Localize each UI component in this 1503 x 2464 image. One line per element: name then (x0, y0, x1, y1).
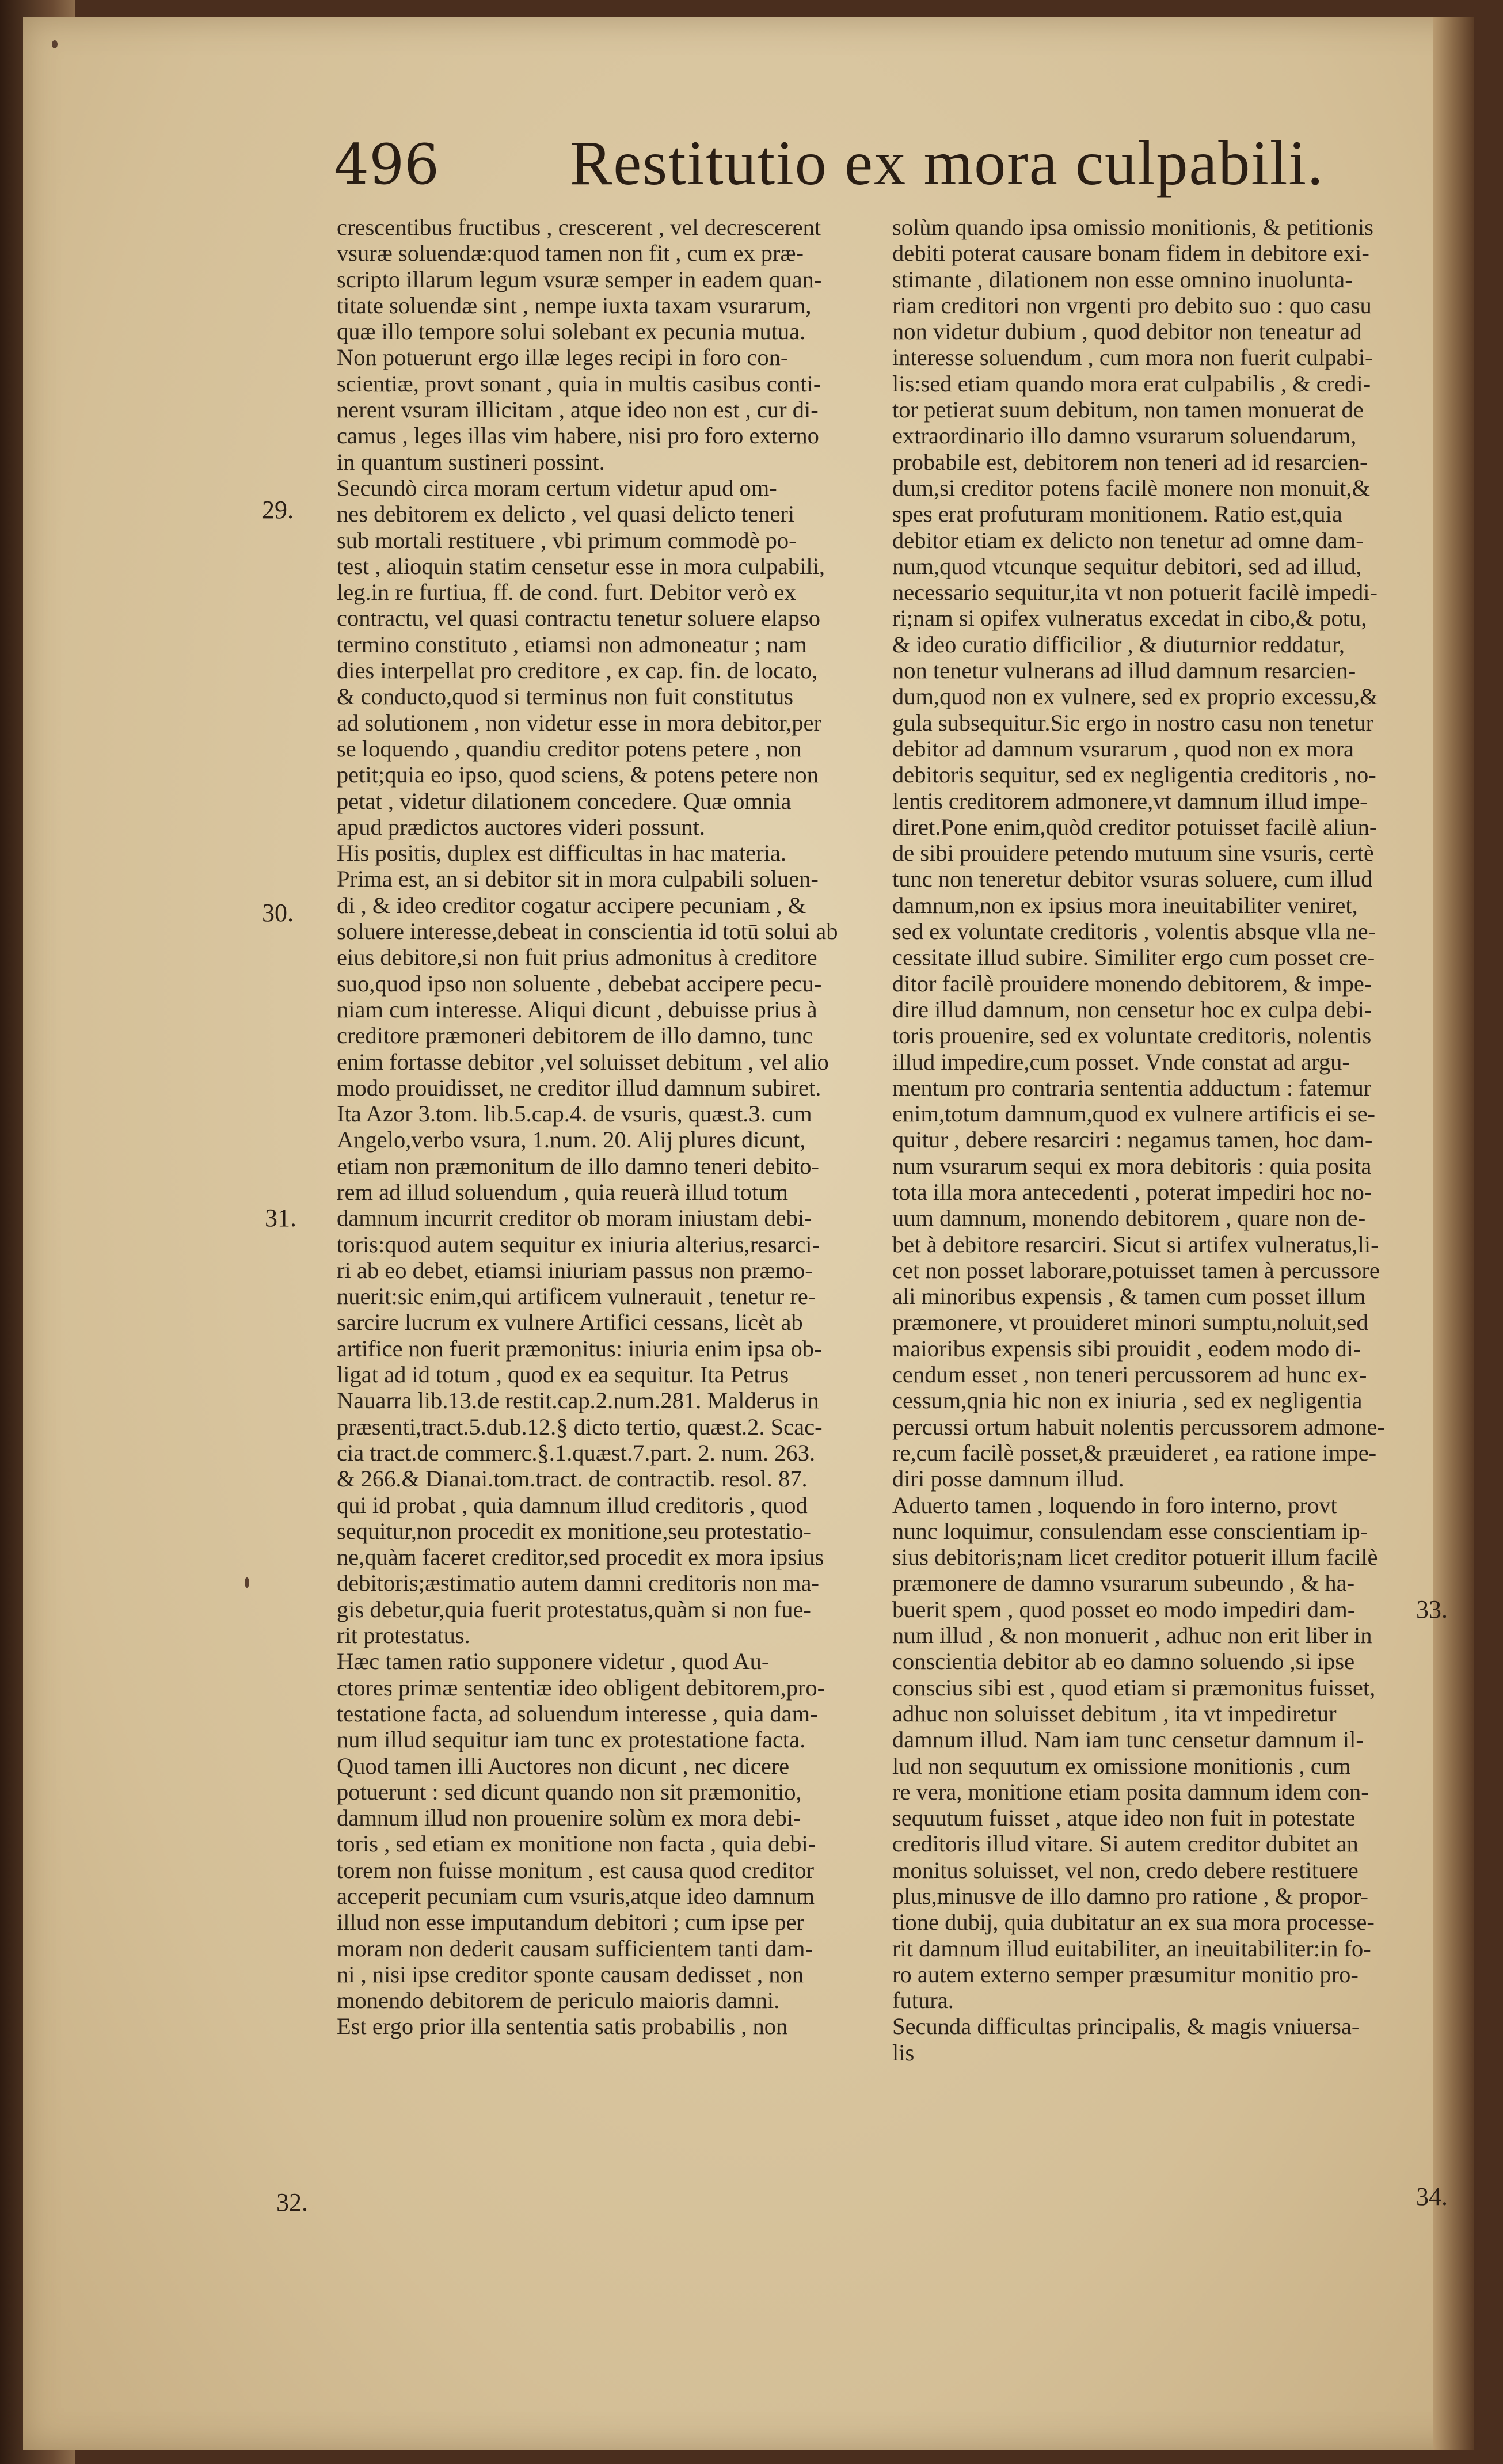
text-line: debitor ad damnum vsurarum , quod non ex mora (892, 735, 1354, 762)
text-line: interesse soluendum , cum mora non fuerit culpabi- (892, 344, 1373, 371)
text-line: plus,minusve de illo damno pro ratione , & propor- (892, 1883, 1369, 1909)
text-line: toris , sed etiam ex monitione non facta , quia debi- (337, 1831, 816, 1857)
text-line: quitur , debere resarciri : negamus tamen, hoc dam- (892, 1127, 1373, 1153)
text-line: enim,totum damnum,quod ex vulnere artificis ei se- (892, 1101, 1376, 1127)
text-line: gula subsequitur.Sic ergo in nostro casu non tenetur (892, 709, 1374, 736)
text-line: creditore præmoneri debitorem de illo damno, tunc (337, 1022, 813, 1049)
text-line: ri;nam si opifex vulneratus excedat in cibo,& potu, (892, 605, 1367, 632)
text-line: tota illa mora antecedenti , poterat impediri hoc no- (892, 1178, 1372, 1205)
text-line: Ita Azor 3.tom. lib.5.cap.4. de vsuris, quæst.3. cum (337, 1101, 812, 1127)
text-line: necessario sequitur,ita vt non potuerit facilè impedi- (892, 579, 1378, 606)
margin-number: 30. (262, 899, 294, 927)
text-line: lis:sed etiam quando mora erat culpabilis , & credi- (892, 370, 1371, 397)
text-line: re vera, monitione etiam posita damnum idem con- (892, 1778, 1369, 1805)
text-line: ctores primæ sententiæ ideo obligent debitorem,pro- (337, 1674, 825, 1701)
running-title: Restitutio ex mora culpabili. (570, 128, 1325, 198)
text-line: Hæc tamen ratio supponere videtur , quod Au- (337, 1648, 770, 1675)
text-line: diri posse damnum illud. (892, 1466, 1124, 1492)
text-line: adhuc non soluisset debitum , ita vt impediretur (892, 1700, 1337, 1727)
text-line: nerent vsuram illicitam , atque ideo non est , cur di- (337, 397, 819, 423)
text-line: tunc non teneretur debitor vsuras soluere, cum illud (892, 866, 1373, 892)
text-line: niam cum interesse. Aliqui dicunt , debuisse prius à (337, 996, 817, 1022)
text-line: gis debetur,quia fuerit protestatus,quàm si non fue- (337, 1596, 811, 1622)
text-line: apud prædictos auctores videri possunt. (337, 813, 706, 840)
text-line: futura. (892, 1987, 954, 2014)
text-line: sub mortali restituere , vbi primum commodè po- (337, 527, 797, 553)
text-line: debiti poterat causare bonam fidem in debitore exi- (892, 240, 1369, 267)
text-line: torem non fuisse monitum , est causa quod creditor (337, 1857, 814, 1883)
text-line: petat , videtur dilationem concedere. Quæ omnia (337, 788, 792, 814)
text-line: etiam non præmonitum de illo damno teneri debito- (337, 1153, 819, 1179)
margin-number: 34. (1416, 2182, 1448, 2211)
text-line: quæ illo tempore solui solebant ex pecunia mutua. (337, 318, 806, 345)
text-line: toris prouenire, sed ex voluntate creditoris, nolentis (892, 1022, 1372, 1049)
text-line: ditor facilè prouidere monendo debitorem, & impe- (892, 970, 1372, 997)
text-line: damnum illud non prouenire solùm ex mora debi- (337, 1805, 801, 1831)
text-line: probabile est, debitorem non teneri ad id resarcien- (892, 448, 1368, 475)
text-line: lentis creditorem admonere,vt damnum illud impe- (892, 788, 1368, 814)
margin-number: 29. (262, 496, 294, 524)
text-line: di , & ideo creditor cogatur accipere pecuniam , & (337, 892, 806, 918)
text-line: debitor etiam ex delicto non tenetur ad omne dam- (892, 527, 1364, 553)
text-line: termino constituto , etiamsi non admoneatur ; nam (337, 631, 807, 657)
text-line: artifice non fuerit præmonitus: iniuria enim ipsa ob- (337, 1335, 822, 1362)
text-line: sarcire lucrum ex vulnere Artifici cessans, licèt ab (337, 1309, 803, 1336)
text-line: & ideo curatio difficilior , & diuturnior reddatur, (892, 631, 1345, 657)
margin-number: 31. (265, 1204, 296, 1232)
text-line: uum damnum, monendo debitorem , quare non de- (892, 1205, 1366, 1231)
text-line: non tenetur vulnerans ad illud damnum resarcien- (892, 657, 1356, 684)
ink-speck (245, 1577, 249, 1588)
text-line: Prima est, an si debitor sit in mora culpabili soluen- (337, 866, 819, 892)
text-line: sequutum fuisset , atque ideo non fuit in potestate (892, 1805, 1356, 1831)
text-line: nes debitorem ex delicto , vel quasi delicto teneri (337, 501, 795, 527)
text-line: ri ab eo debet, etiamsi iniuriam passus non præmo- (337, 1257, 813, 1283)
text-line: test , alioquin statim censetur esse in mora culpabili, (337, 553, 825, 579)
text-line: Quod tamen illi Auctores non dicunt , nec dicere (337, 1752, 790, 1779)
page-header (23, 121, 1474, 207)
text-line: titate soluendæ sint , nempe iuxta taxam vsurarum, (337, 292, 812, 318)
text-line: diret.Pone enim,quòd creditor potuisset facilè aliun- (892, 813, 1378, 840)
text-line: His positis, duplex est difficultas in hac materia. (337, 840, 786, 866)
text-line: præmonere, vt prouideret minori sumptu,noluit,sed (892, 1309, 1368, 1336)
text-line: lis (892, 2039, 915, 2066)
text-line: potuerunt : sed dicunt quando non sit præmonitio, (337, 1778, 802, 1805)
text-line: monendo debitorem de periculo maioris damni. (337, 1987, 780, 2014)
text-line: dies interpellat pro creditore , ex cap. fin. de locato, (337, 657, 818, 684)
text-line: scientiæ, provt sonant , quia in multis casibus conti- (337, 370, 821, 397)
text-line: sequitur,non procedit ex monitione,seu protestatio- (337, 1518, 811, 1544)
page-number: 496 (334, 132, 440, 197)
text-line: extraordinario illo damno vsurarum soluendarum, (892, 423, 1357, 449)
text-line: re,cum facilè posset,& præuideret , ea ratione impe- (892, 1439, 1377, 1466)
text-line: qui id probat , quia damnum illud creditoris , quod (337, 1492, 808, 1518)
text-line: ne,quàm faceret creditor,sed procedit ex mora ipsius (337, 1544, 824, 1571)
text-line: Nauarra lib.13.de restit.cap.2.num.281. Malderus in (337, 1387, 819, 1414)
text-line: illud non esse imputandum debitori ; cum ipse per (337, 1909, 805, 1936)
text-line: num illud sequitur iam tunc ex protestatione facta. (337, 1727, 806, 1753)
text-line: non videtur dubium , quod debitor non teneatur ad (892, 318, 1362, 345)
text-line: illud impedire,cum posset. Vnde constat ad argu- (892, 1048, 1350, 1075)
text-line: ligat ad id totum , quod ex ea sequitur. Ita Petrus (337, 1362, 789, 1388)
right-text-column (892, 214, 1445, 2066)
text-line: conscius sibi est , quod etiam si præmonitus fuisset, (892, 1674, 1376, 1701)
text-line: rit protestatus. (337, 1622, 470, 1649)
ink-speck (52, 40, 58, 48)
text-line: monitus soluisset, vel non, credo debere restituere (892, 1857, 1359, 1883)
text-line: nuerit:sic enim,qui artificem vulnerauit , tenetur re- (337, 1283, 816, 1310)
text-line: Non potuerunt ergo illæ leges recipi in foro con- (337, 344, 789, 371)
text-line: soluere interesse,debeat in conscientia id totū solui ab (337, 918, 838, 945)
text-line: præsenti,tract.5.dub.12.§ dicto tertio, quæst.2. Scac- (337, 1413, 823, 1440)
margin-number: 33. (1416, 1595, 1448, 1623)
text-line: ad solutionem , non videtur esse in mora debitor,per (337, 709, 821, 736)
text-line: riam creditori non vrgenti pro debito suo : quo casu (892, 292, 1372, 318)
text-line: testatione facta, ad soluendum interesse , quia dam- (337, 1700, 818, 1727)
text-line: ro autem externo semper præsumitur monitio pro- (892, 1961, 1359, 1987)
text-line: toris:quod autem sequitur ex iniuria alterius,resarci- (337, 1231, 820, 1257)
text-line: Angelo,verbo vsura, 1.num. 20. Alij plures dicunt, (337, 1127, 806, 1153)
text-line: maioribus expensis sibi prouidit , eodem modo di- (892, 1335, 1361, 1362)
text-line: cia tract.de commerc.§.1.quæst.7.part. 2. num. 263. (337, 1439, 816, 1466)
book-page (23, 17, 1474, 2450)
text-line: creditoris illud vitare. Si autem creditor dubitet an (892, 1831, 1359, 1857)
text-line: num illud , & non monuerit , adhuc non erit liber in (892, 1622, 1372, 1649)
text-line: enim fortasse debitor ,vel soluisset debitum , vel alio (337, 1048, 829, 1075)
text-line: bet à debitore resarciri. Sicut si artifex vulneratus,li- (892, 1231, 1379, 1257)
text-line: & 266.& Dianai.tom.tract. de contractib. resol. 87. (337, 1466, 808, 1492)
text-line: damnum,non ex ipsius mora ineuitabiliter veniret, (892, 892, 1358, 918)
text-line: sed ex voluntate creditoris , volentis absque vlla ne- (892, 918, 1376, 945)
text-line: modo prouidisset, ne creditor illud damnum subiret. (337, 1074, 821, 1101)
text-line: nunc loquimur, consulendam esse conscientiam ip- (892, 1518, 1368, 1544)
text-line: ali minoribus expensis , & tamen cum posset illum (892, 1283, 1366, 1310)
text-line: & conducto,quod si terminus non fuit constitutus (337, 683, 794, 710)
text-line: cessitate illud subire. Similiter ergo cum posset cre- (892, 944, 1375, 971)
text-line: damnum illud. Nam iam tunc censetur damnum il- (892, 1727, 1364, 1753)
text-line: spes erat profuturam monitionem. Ratio est,quia (892, 501, 1342, 527)
text-line: num vsurarum sequi ex mora debitoris : quia posita (892, 1153, 1372, 1179)
text-line: sius debitoris;nam licet creditor potuerit illum facilè (892, 1544, 1378, 1571)
text-line: cessum,qnia hic non ex iniuria , sed ex negligentia (892, 1387, 1363, 1414)
text-line: moram non dederit causam sufficientem tanti dam- (337, 1935, 813, 1961)
text-line: conscientia debitor ab eo damno soluendo ,si ipse (892, 1648, 1355, 1675)
text-line: buerit spem , quod posset eo modo impediri dam- (892, 1596, 1356, 1622)
text-line: dum,si creditor potens facilè monere non monuit,& (892, 474, 1371, 501)
text-line: num,quod vtcunque sequitur debitori, sed ad illud, (892, 553, 1362, 579)
text-line: suo,quod ipso non soluente , debebat accipere pecu- (337, 970, 822, 997)
text-line: Secunda difficultas principalis, & magis vniuersa- (892, 2013, 1360, 2040)
text-line: cet non posset laborare,potuisset tamen à percussore (892, 1257, 1380, 1283)
text-line: ni , nisi ipse creditor sponte causam dedisset , non (337, 1961, 804, 1987)
text-line: tione dubij, quia dubitatur an ex sua mora processe- (892, 1909, 1375, 1936)
text-line: rem ad illud soluendum , quia reuerà illud totum (337, 1178, 788, 1205)
text-line: damnum incurrit creditor ob moram iniustam debi- (337, 1205, 812, 1231)
text-line: de sibi prouidere petendo mutuum sine vsuris, certè (892, 840, 1374, 866)
text-line: Est ergo prior illa sententia satis probabilis , non (337, 2013, 788, 2040)
text-line: petit;quia eo ipso, quod sciens, & potens petere non (337, 762, 819, 788)
text-line: præmonere de damno vsurarum subeundo , & ha- (892, 1570, 1355, 1596)
text-line: debitoris sequitur, sed ex negligentia creditoris , no- (892, 762, 1376, 788)
text-line: stimante , dilationem non esse omnino inuolunta- (892, 266, 1353, 292)
text-line: percussi ortum habuit nolentis percussorem admone- (892, 1413, 1385, 1440)
text-line: se loquendo , quandiu creditor potens petere , non (337, 735, 802, 762)
text-line: mentum pro contraria sententia adductum : fatemur (892, 1074, 1372, 1101)
text-line: lud non sequutum ex omissione monitionis , cum (892, 1752, 1351, 1779)
text-line: crescentibus fructibus , crescerent , vel decrescerent (337, 214, 821, 240)
text-line: scripto illarum legum vsuræ semper in eadem quan- (337, 266, 822, 292)
text-line: solùm quando ipsa omissio monitionis, & petitionis (892, 214, 1373, 240)
text-line: acceperit pecuniam cum vsuris,atque ideo damnum (337, 1883, 815, 1909)
text-line: cendum esset , non teneri percussorem ad hunc ex- (892, 1362, 1367, 1388)
text-line: dum,quod non ex vulnere, sed ex proprio excessu,& (892, 683, 1378, 710)
text-line: eius debitore,si non fuit prius admonitus à creditore (337, 944, 817, 971)
text-line: vsuræ soluendæ:quod tamen non fit , cum ex præ- (337, 240, 804, 267)
text-line: leg.in re furtiua, ff. de cond. furt. Debitor verò ex (337, 579, 796, 606)
text-line: in quantum sustineri possint. (337, 448, 605, 475)
left-text-column (337, 214, 878, 2040)
text-line: debitoris;æstimatio autem damni creditoris non ma- (337, 1570, 819, 1596)
text-line: dire illud damnum, non censetur hoc ex culpa debi- (892, 996, 1372, 1022)
text-line: camus , leges illas vim habere, nisi pro foro externo (337, 423, 819, 449)
text-line: Secundò circa moram certum videtur apud om- (337, 474, 777, 501)
text-line: tor petierat suum debitum, non tamen monuerat de (892, 397, 1364, 423)
margin-number: 32. (276, 2188, 308, 2216)
text-line: Aduerto tamen , loquendo in foro interno, provt (892, 1492, 1337, 1518)
text-line: contractu, vel quasi contractu tenetur soluere elapso (337, 605, 821, 632)
text-line: rit damnum illud euitabiliter, an ineuitabiliter:in fo- (892, 1935, 1371, 1961)
